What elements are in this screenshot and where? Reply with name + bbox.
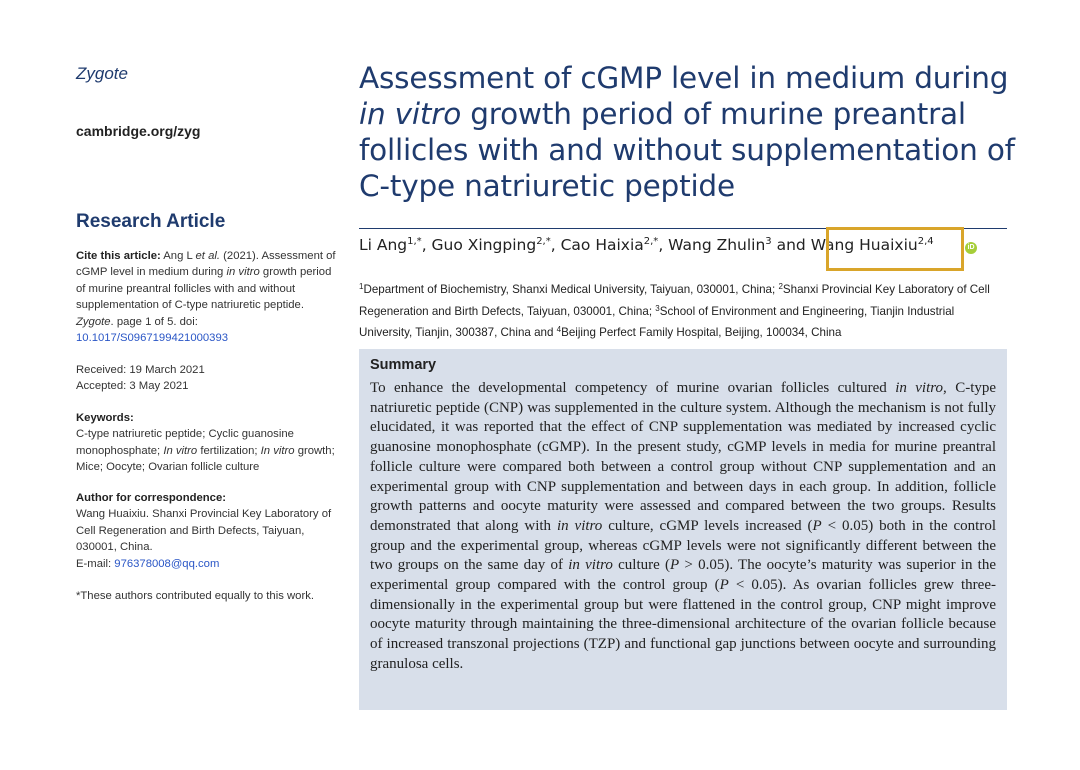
- author-name[interactable]: Guo Xingping: [431, 236, 537, 254]
- summary-segment: culture (: [618, 557, 671, 574]
- corr-label: Author for correspondence:: [76, 492, 227, 504]
- author-name[interactable]: Wang Zhulin: [668, 236, 766, 254]
- citation-block: [76, 248, 338, 346]
- article-type: Research Article: [76, 211, 226, 232]
- dates-block: [76, 362, 338, 395]
- keywords-invitro-2: In vitro: [260, 444, 295, 457]
- author-sup: 2,4: [917, 236, 934, 247]
- article-title: [359, 60, 1019, 204]
- cite-label: Cite this article:: [76, 250, 161, 262]
- summary-box: [359, 349, 1007, 710]
- summary-segment: , C-type natriuretic peptide (CNP) was supplemented in the culture system. Although the mechanism is not fully elucidated, it was reported that the effect of CNP supplementation was mediated by increased cyclic guanosine monophosphate (cGMP). In the present study, cGMP levels in media for murine preantral follicle culture were compared both between a control group without CNP supplementation and an experimental group with CNP supplementation and between days in each group. In addition, follicle growth patterns and oocyte maturity were assessed and compared between the two groups. Results demonstrated that along with: [370, 380, 997, 534]
- affiliations: [359, 278, 1009, 343]
- summary-italic: in vitro: [568, 557, 613, 574]
- cite-etal: et al.: [195, 250, 221, 262]
- equal-contribution-note: *These authors contributed equally to this work.: [76, 590, 314, 602]
- author-sup: 3: [765, 236, 772, 247]
- summary-segment: < 0.05) both in the control group and the experimental group, whereas cGMP levels were not significantly different between the two groups on the same day of: [370, 517, 997, 574]
- summary-segment: culture, cGMP levels increased (: [608, 517, 813, 534]
- author-name[interactable]: Li Ang: [359, 236, 408, 254]
- keywords-block: [76, 410, 338, 476]
- email-label: E-mail:: [76, 557, 112, 570]
- corr-text: Wang Huaixiu. Shanxi Provincial Key Laboratory of Cell Regeneration and Birth Defects, Taiyuan, 030001, China.: [76, 508, 332, 554]
- keywords-text-2: fertilization;: [200, 444, 258, 457]
- summary-p-symbol: P: [812, 517, 822, 534]
- accepted-date: Accepted: 3 May 2021: [76, 380, 189, 393]
- author-sep: ,: [658, 236, 669, 254]
- affil-sup-3: 3: [655, 303, 660, 313]
- author-sep: ,: [421, 236, 432, 254]
- author-sup: 2,*: [536, 236, 551, 247]
- affiliation-4: Beijing Perfect Family Hospital, Beijing, 100034, China: [561, 326, 842, 339]
- author-sep: and: [771, 236, 811, 254]
- cite-journal: Zygote: [76, 315, 111, 328]
- author-highlight-box: [826, 227, 964, 271]
- summary-p-symbol: P: [670, 557, 680, 574]
- summary-segment: < 0.05). As ovarian follicles grew three-dimensionally in the experimental group but were flattened in the control group, CNP might improve oocyte maturity through maintaining the three-dimensional architecture of the ovarian follicle because of increased transzonal projections (TZP) and functional gap junctions between oocyte and surrounding granulosa cells.: [370, 577, 996, 672]
- journal-name: Zygote: [76, 64, 128, 83]
- doi-link[interactable]: 10.1017/S0967199421000393: [76, 332, 229, 345]
- affiliation-3: School of Environment and Engineering, Tianjin Industrial University, Tianjin, 300387, China and: [359, 304, 955, 339]
- cite-year: (2021). Assessment of cGMP level in medium during: [76, 250, 336, 279]
- summary-segment: To enhance the developmental competency of murine ovarian follicles cultured: [370, 380, 887, 396]
- summary-heading: Summary: [370, 357, 437, 373]
- keywords-invitro-1: In vitro: [163, 444, 198, 457]
- keywords-text-3: growth; Mice; Oocyte; Ovarian follicle culture: [76, 444, 335, 474]
- cite-invitro: in vitro: [226, 266, 260, 279]
- cite-authors: Ang L: [163, 250, 193, 262]
- email-link[interactable]: 976378008@qq.com: [114, 557, 220, 570]
- keywords-label: Keywords:: [76, 412, 134, 424]
- author-sup: 1,*: [407, 236, 422, 247]
- title-part-2: growth period of murine preantral follicles with and without supplementation of C-type natriuretic peptide: [359, 97, 1015, 203]
- received-date: Received: 19 March 2021: [76, 364, 205, 376]
- correspondence-block: [76, 490, 338, 572]
- title-part-1: Assessment of cGMP level in medium during: [359, 61, 1009, 95]
- journal-site-link[interactable]: cambridge.org/zyg: [76, 123, 201, 139]
- orcid-icon[interactable]: iD: [965, 242, 977, 254]
- cite-rest: growth period of murine preantral follicles with and without supplementation of C-type natriuretic peptide.: [76, 266, 332, 312]
- author-name-highlighted[interactable]: Wang Huaixiu: [810, 236, 918, 254]
- affiliation-2: Shanxi Provincial Key Laboratory of Cell Regeneration and Birth Defects, Taiyuan, 030001, China;: [359, 283, 990, 318]
- author-name[interactable]: Cao Haixia: [560, 236, 644, 254]
- author-sup: 2,*: [643, 236, 659, 247]
- summary-italic: in vitro: [895, 380, 944, 396]
- keywords-text-1: C-type natriuretic peptide; Cyclic guanosine monophosphate;: [76, 428, 294, 457]
- title-italic: in vitro: [359, 97, 462, 131]
- affiliation-1: Department of Biochemistry, Shanxi Medical University, Taiyuan, 030001, China;: [363, 283, 779, 296]
- affil-sup-1: 1: [359, 282, 364, 291]
- summary-p-symbol: P: [719, 577, 729, 594]
- author-sep: ,: [550, 236, 561, 254]
- affil-sup-4: 4: [556, 325, 562, 334]
- summary-text: [370, 379, 996, 675]
- affil-sup-2: 2: [778, 282, 783, 291]
- summary-italic: in vitro: [556, 517, 603, 534]
- cite-pages: . page 1 of 5. doi:: [110, 315, 198, 328]
- summary-segment: > 0.05). The oocyte’s maturity was superior in the experimental group compared with the control group (: [370, 557, 997, 594]
